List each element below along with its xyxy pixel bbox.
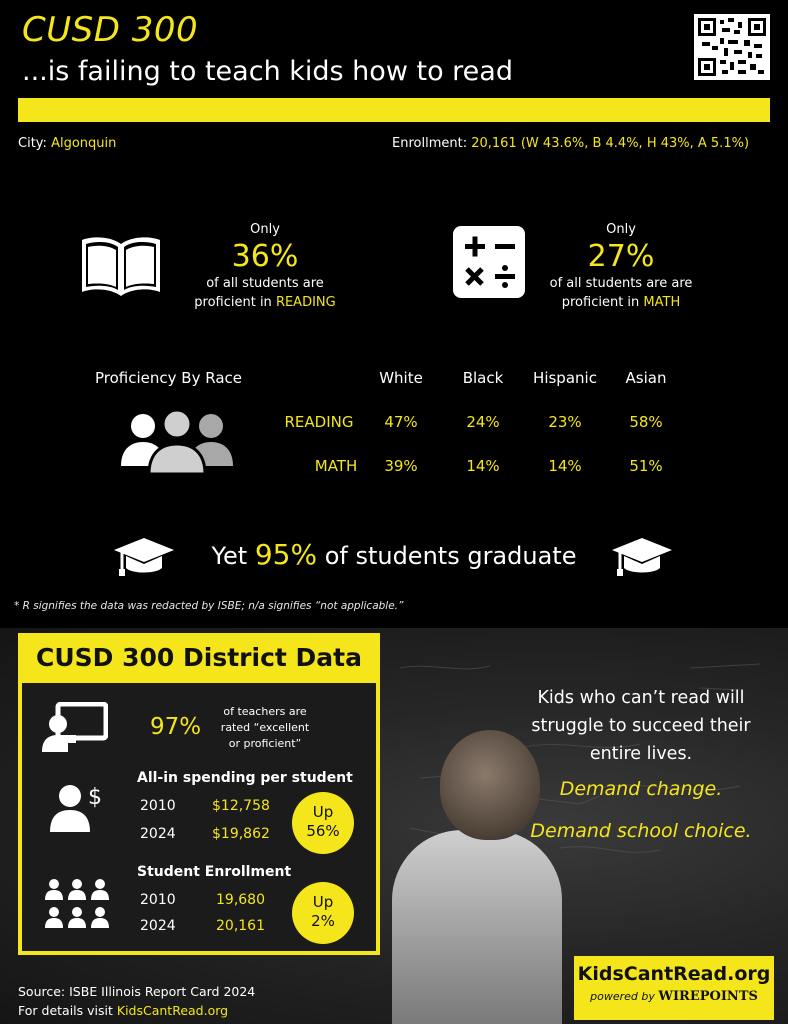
enrollment-breakdown: (W 43.6%, B 4.4%, H 43%, A 5.1%) (520, 136, 750, 151)
col-header-black: Black (462, 369, 504, 387)
district-heading: CUSD 300 District Data (18, 633, 380, 683)
col-header-hispanic: Hispanic (533, 369, 597, 387)
teachers-percent: 97% (150, 714, 202, 740)
message-line1: Kids who can’t read will (537, 688, 745, 708)
page-subtitle: ...is failing to teach kids how to read (22, 56, 513, 87)
spending-heading: All-in spending per student (137, 770, 353, 786)
enrollment-year-2024: 2024 (140, 918, 176, 934)
col-header-asian: Asian (625, 369, 667, 387)
math-percent: 27% (587, 239, 655, 274)
calculator-icon (453, 226, 525, 302)
race-table (0, 369, 788, 479)
enrollment-change-label: Up (312, 893, 334, 911)
reading-stat (180, 220, 350, 312)
row-label-math: MATH (314, 457, 358, 475)
table-cell: 14% (466, 457, 500, 475)
graduate-prefix: Yet (211, 542, 248, 570)
math-stat (536, 220, 706, 312)
enrollment-label: Enrollment: (392, 136, 468, 151)
math-line2-prefix: proficient in (561, 295, 640, 310)
message-line3: entire lives. (589, 744, 693, 764)
brand-partner: WIREPOINTS (658, 989, 758, 1004)
teachers-line1: of teachers are (223, 705, 307, 718)
reading-subject: READING (275, 295, 336, 310)
message-line2: struggle to succeed their (531, 716, 751, 736)
graduate-suffix: of students graduate (324, 542, 577, 570)
spending-value-2024: $19,862 (212, 826, 270, 842)
table-cell: 47% (384, 413, 418, 431)
enrollment-change-badge (292, 882, 354, 944)
col-header-white: White (379, 369, 423, 387)
details-link[interactable]: KidsCantRead.org (116, 1003, 229, 1018)
race-heading: Proficiency By Race (95, 369, 242, 387)
details-text (18, 1003, 228, 1018)
source-text: Source: ISBE Illinois Report Card 2024 (18, 984, 256, 999)
reading-line2 (180, 293, 350, 312)
city-value: Algonquin (51, 136, 117, 151)
brand-powered-prefix: powered by (590, 990, 655, 1003)
enrollment-info (392, 136, 749, 151)
brand-powered (574, 989, 774, 1004)
math-line1: of all students are are (549, 276, 693, 291)
footnote: * R signifies the data was redacted by ISBE; n/a signifies “not applicable.” (14, 600, 404, 612)
graduate-percent: 95% (254, 538, 318, 571)
enrollment-change-value: 2% (311, 912, 335, 930)
graduation-cap-icon (610, 536, 674, 582)
spending-year-2024: 2024 (140, 826, 176, 842)
person-dollar-icon (50, 782, 106, 838)
teacher-board-icon (42, 702, 108, 756)
table-cell: 24% (466, 413, 500, 431)
teachers-line2: rated “excellent (220, 721, 310, 734)
message-block (510, 684, 772, 768)
spending-change-label: Up (312, 803, 334, 821)
enrollment-value-2010: 19,680 (216, 892, 265, 908)
reading-percent: 36% (231, 239, 299, 274)
spending-change-value: 56% (306, 822, 340, 840)
demand-change: Demand change. (559, 778, 723, 800)
page-title: CUSD 300 (22, 10, 199, 50)
math-subject: MATH (643, 295, 681, 310)
table-cell: 39% (384, 457, 418, 475)
spending-year-2010: 2010 (140, 798, 176, 814)
header-divider-bar (18, 98, 770, 122)
spending-value-2010: $12,758 (212, 798, 270, 814)
table-cell: 23% (548, 413, 582, 431)
reading-line2-prefix: proficient in (194, 295, 272, 310)
teachers-text (210, 704, 320, 752)
brand-name: KidsCantRead.org (577, 963, 771, 985)
book-icon (78, 234, 164, 304)
math-line2 (536, 293, 706, 312)
table-cell: 14% (548, 457, 582, 475)
enrollment-value: 20,161 (471, 136, 517, 151)
demand-school-choice: Demand school choice. (530, 820, 752, 842)
svg-text:$: $ (88, 785, 102, 810)
table-cell: 58% (629, 413, 663, 431)
table-cell: 51% (629, 457, 663, 475)
details-prefix: For details visit (18, 1003, 113, 1018)
row-label-reading: READING (284, 413, 354, 431)
brand-logo[interactable] (574, 956, 774, 1020)
enrollment-year-2010: 2010 (140, 892, 176, 908)
child-figure (392, 830, 562, 1024)
city-label: City: (18, 136, 47, 151)
enrollment-heading: Student Enrollment (137, 864, 292, 880)
enrollment-value-2024: 20,161 (216, 918, 265, 934)
math-only: Only (606, 222, 636, 237)
city-info (18, 136, 116, 151)
qr-code-icon[interactable] (694, 14, 770, 80)
spending-change-badge (292, 792, 354, 854)
reading-only: Only (250, 222, 280, 237)
students-group-icon (44, 878, 110, 936)
teachers-line3: or proficient” (228, 737, 302, 750)
reading-line1: of all students are (206, 276, 324, 291)
